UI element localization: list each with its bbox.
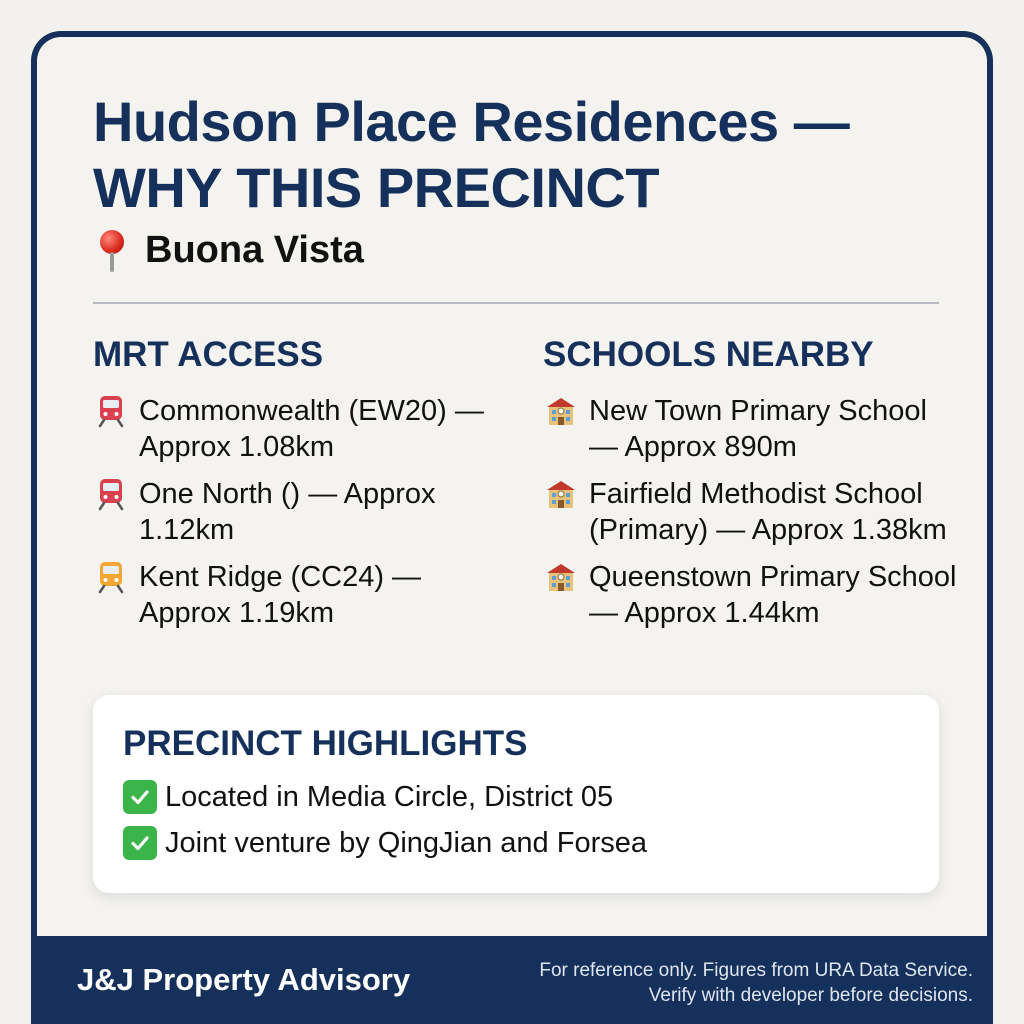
train-icon bbox=[93, 559, 129, 595]
location bbox=[97, 229, 364, 272]
page-title: Hudson Place Residences — WHY THIS PRECINCT bbox=[93, 90, 850, 219]
mrt-heading: MRT ACCESS bbox=[93, 335, 324, 374]
train-icon bbox=[93, 476, 129, 512]
highlight-item-text: Located in Media Circle, District 05 bbox=[165, 781, 614, 813]
highlight-item bbox=[123, 823, 909, 863]
mrt-section bbox=[93, 333, 493, 642]
school-item bbox=[543, 559, 963, 631]
footer-bar bbox=[37, 936, 987, 1024]
mrt-item-text: One North () — Approx 1.12km bbox=[139, 478, 436, 546]
pin-icon bbox=[97, 230, 127, 272]
schools-heading: SCHOOLS NEARBY bbox=[543, 335, 874, 374]
footer-disclaimer bbox=[539, 958, 973, 1008]
school-item-text: New Town Primary School — Approx 890m bbox=[589, 395, 927, 463]
location-label: Buona Vista bbox=[145, 229, 364, 271]
school-item-text: Fairfield Methodist School (Primary) — Approx 1.38km bbox=[589, 478, 947, 546]
highlight-item-text: Joint venture by QingJian and Forsea bbox=[165, 827, 647, 859]
mrt-item bbox=[93, 393, 493, 465]
check-icon bbox=[123, 826, 157, 860]
school-icon bbox=[543, 559, 579, 595]
check-icon bbox=[123, 780, 157, 814]
school-item-text: Queenstown Primary School — Approx 1.44km bbox=[589, 561, 957, 629]
precinct-card bbox=[31, 31, 993, 1024]
school-icon bbox=[543, 476, 579, 512]
highlight-item bbox=[123, 777, 909, 817]
footer-brand: J&J Property Advisory bbox=[77, 962, 411, 997]
mrt-item bbox=[93, 476, 493, 548]
mrt-item-text: Kent Ridge (CC24) — Approx 1.19km bbox=[139, 561, 422, 629]
schools-section bbox=[543, 333, 963, 642]
mrt-item-text: Commonwealth (EW20) — Approx 1.08km bbox=[139, 395, 484, 463]
footer-note-line: For reference only. Figures from URA Data Service. bbox=[539, 960, 973, 981]
school-icon bbox=[543, 393, 579, 429]
train-icon bbox=[93, 393, 129, 429]
footer-note-line: Verify with developer before decisions. bbox=[648, 985, 973, 1006]
mrt-item bbox=[93, 559, 493, 631]
highlights-box bbox=[93, 695, 939, 893]
divider bbox=[93, 302, 939, 304]
school-item bbox=[543, 476, 963, 548]
highlights-heading: PRECINCT HIGHLIGHTS bbox=[123, 724, 528, 763]
school-item bbox=[543, 393, 963, 465]
